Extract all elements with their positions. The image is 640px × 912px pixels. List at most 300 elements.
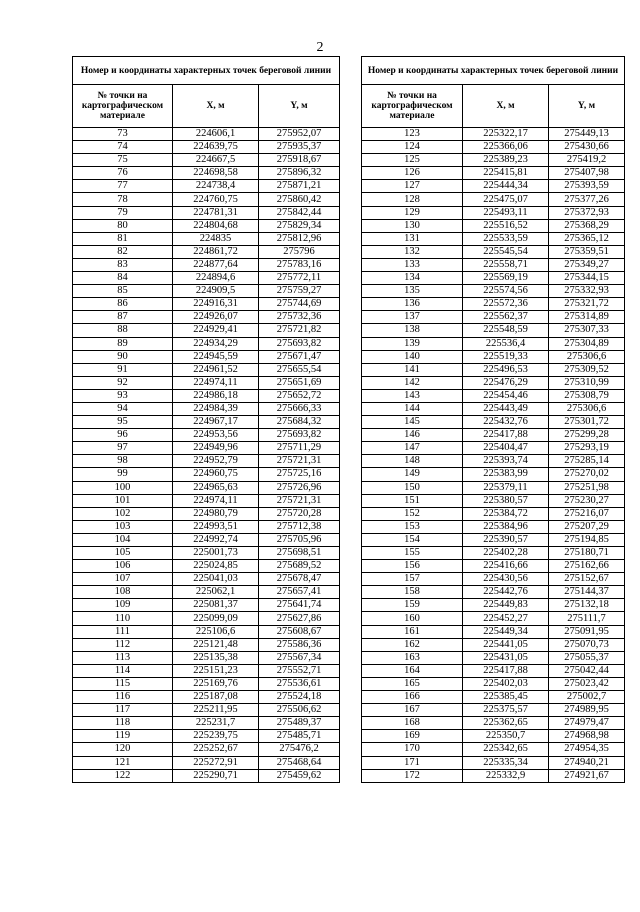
y-coordinate-cell: 275698,51 xyxy=(259,547,340,560)
y-coordinate-cell: 275641,74 xyxy=(259,599,340,612)
table-row xyxy=(362,232,625,245)
x-coordinate-cell: 225231,7 xyxy=(173,717,259,730)
x-coordinate-cell: 225449,83 xyxy=(463,599,549,612)
y-coordinate-cell: 275721,31 xyxy=(259,494,340,507)
table-row xyxy=(362,599,625,612)
point-number-cell: 79 xyxy=(73,206,173,219)
point-number-cell: 87 xyxy=(73,311,173,324)
x-coordinate-cell: 225454,46 xyxy=(463,389,549,402)
point-number-cell: 163 xyxy=(362,651,463,664)
x-coordinate-cell: 225548,59 xyxy=(463,324,549,337)
table-row xyxy=(362,507,625,520)
column-header-y: Y, м xyxy=(549,85,625,128)
table-row xyxy=(73,547,340,560)
table-row xyxy=(73,402,340,415)
x-coordinate-cell: 224667,5 xyxy=(173,154,259,167)
table-row xyxy=(362,573,625,586)
x-coordinate-cell: 225574,56 xyxy=(463,285,549,298)
y-coordinate-cell: 275651,69 xyxy=(259,376,340,389)
y-coordinate-cell: 275829,34 xyxy=(259,219,340,232)
point-number-cell: 135 xyxy=(362,285,463,298)
table-row xyxy=(73,664,340,677)
y-coordinate-cell: 275321,72 xyxy=(549,298,625,311)
x-coordinate-cell: 225239,75 xyxy=(173,730,259,743)
point-number-cell: 75 xyxy=(73,154,173,167)
x-coordinate-cell: 225402,28 xyxy=(463,547,549,560)
page-number: 2 xyxy=(316,40,324,55)
table-row xyxy=(362,128,625,141)
point-number-cell: 136 xyxy=(362,298,463,311)
y-coordinate-cell: 275310,99 xyxy=(549,376,625,389)
x-coordinate-cell: 224984,39 xyxy=(173,402,259,415)
point-number-cell: 78 xyxy=(73,193,173,206)
table-row xyxy=(362,258,625,271)
y-coordinate-cell: 275468,64 xyxy=(259,756,340,769)
point-number-cell: 122 xyxy=(73,769,173,782)
table-row xyxy=(73,429,340,442)
x-coordinate-cell: 225332,9 xyxy=(463,769,549,782)
x-coordinate-cell: 225001,73 xyxy=(173,547,259,560)
table-row xyxy=(362,180,625,193)
table-row xyxy=(73,507,340,520)
y-coordinate-cell: 275365,12 xyxy=(549,232,625,245)
x-coordinate-cell: 225536,4 xyxy=(463,337,549,350)
table-row xyxy=(362,167,625,180)
x-coordinate-cell: 224861,72 xyxy=(173,245,259,258)
table-row xyxy=(73,769,340,782)
x-coordinate-cell: 225449,34 xyxy=(463,625,549,638)
x-coordinate-cell: 224965,63 xyxy=(173,481,259,494)
table-row xyxy=(362,730,625,743)
table-row xyxy=(362,272,625,285)
x-coordinate-cell: 225121,48 xyxy=(173,638,259,651)
x-coordinate-cell: 225211,95 xyxy=(173,704,259,717)
table-row xyxy=(362,468,625,481)
point-number-cell: 107 xyxy=(73,573,173,586)
point-number-cell: 165 xyxy=(362,677,463,690)
y-coordinate-cell: 275552,71 xyxy=(259,664,340,677)
y-coordinate-cell: 275952,07 xyxy=(259,128,340,141)
point-number-cell: 172 xyxy=(362,769,463,782)
y-coordinate-cell: 275506,62 xyxy=(259,704,340,717)
y-coordinate-cell: 275002,7 xyxy=(549,691,625,704)
point-number-cell: 102 xyxy=(73,507,173,520)
x-coordinate-cell: 224960,75 xyxy=(173,468,259,481)
x-coordinate-cell: 225452,27 xyxy=(463,612,549,625)
table-row xyxy=(73,141,340,154)
point-number-cell: 100 xyxy=(73,481,173,494)
table-row xyxy=(362,520,625,533)
point-number-cell: 145 xyxy=(362,416,463,429)
y-coordinate-cell: 274979,47 xyxy=(549,717,625,730)
x-coordinate-cell: 224738,4 xyxy=(173,180,259,193)
point-number-cell: 171 xyxy=(362,756,463,769)
x-coordinate-cell: 225442,76 xyxy=(463,586,549,599)
y-coordinate-cell: 275693,82 xyxy=(259,429,340,442)
point-number-cell: 161 xyxy=(362,625,463,638)
table-row xyxy=(362,586,625,599)
point-number-cell: 142 xyxy=(362,376,463,389)
x-coordinate-cell: 224877,64 xyxy=(173,258,259,271)
x-coordinate-cell: 225390,57 xyxy=(463,533,549,546)
table-row xyxy=(73,128,340,141)
table-row xyxy=(362,481,625,494)
table-row xyxy=(73,350,340,363)
table-row xyxy=(362,350,625,363)
point-number-cell: 158 xyxy=(362,586,463,599)
point-number-cell: 150 xyxy=(362,481,463,494)
y-coordinate-cell: 275304,89 xyxy=(549,337,625,350)
point-number-cell: 146 xyxy=(362,429,463,442)
x-coordinate-cell: 225569,19 xyxy=(463,272,549,285)
y-coordinate-cell: 275524,18 xyxy=(259,691,340,704)
point-number-cell: 110 xyxy=(73,612,173,625)
x-coordinate-cell: 225572,36 xyxy=(463,298,549,311)
y-coordinate-cell: 275720,28 xyxy=(259,507,340,520)
x-coordinate-cell: 225366,06 xyxy=(463,141,549,154)
x-coordinate-cell: 225431,05 xyxy=(463,651,549,664)
x-coordinate-cell: 225519,33 xyxy=(463,350,549,363)
y-coordinate-cell: 275935,37 xyxy=(259,141,340,154)
point-number-cell: 160 xyxy=(362,612,463,625)
table-row xyxy=(362,219,625,232)
x-coordinate-cell: 224934,29 xyxy=(173,337,259,350)
table-row xyxy=(73,651,340,664)
x-coordinate-cell: 225383,99 xyxy=(463,468,549,481)
table-row xyxy=(73,311,340,324)
y-coordinate-cell: 274954,35 xyxy=(549,743,625,756)
y-coordinate-cell: 275180,71 xyxy=(549,547,625,560)
y-coordinate-cell: 275812,96 xyxy=(259,232,340,245)
table-row xyxy=(73,691,340,704)
point-number-cell: 151 xyxy=(362,494,463,507)
point-number-cell: 132 xyxy=(362,245,463,258)
point-number-cell: 152 xyxy=(362,507,463,520)
point-number-cell: 92 xyxy=(73,376,173,389)
y-coordinate-cell: 275344,15 xyxy=(549,272,625,285)
x-coordinate-cell: 225516,52 xyxy=(463,219,549,232)
point-number-cell: 149 xyxy=(362,468,463,481)
point-number-cell: 116 xyxy=(73,691,173,704)
x-coordinate-cell: 224993,51 xyxy=(173,520,259,533)
x-coordinate-cell: 225322,17 xyxy=(463,128,549,141)
y-coordinate-cell: 275689,52 xyxy=(259,560,340,573)
point-number-cell: 137 xyxy=(362,311,463,324)
point-number-cell: 170 xyxy=(362,743,463,756)
table-row xyxy=(73,363,340,376)
point-number-cell: 115 xyxy=(73,677,173,690)
point-number-cell: 144 xyxy=(362,402,463,415)
x-coordinate-cell: 224952,79 xyxy=(173,455,259,468)
y-coordinate-cell: 275377,26 xyxy=(549,193,625,206)
y-coordinate-cell: 275678,47 xyxy=(259,573,340,586)
point-number-cell: 91 xyxy=(73,363,173,376)
x-coordinate-cell: 225290,71 xyxy=(173,769,259,782)
x-coordinate-cell: 224909,5 xyxy=(173,285,259,298)
y-coordinate-cell: 275306,6 xyxy=(549,350,625,363)
y-coordinate-cell: 275489,37 xyxy=(259,717,340,730)
y-coordinate-cell: 275705,96 xyxy=(259,533,340,546)
y-coordinate-cell: 275132,18 xyxy=(549,599,625,612)
table-row xyxy=(73,625,340,638)
point-number-cell: 88 xyxy=(73,324,173,337)
table-row xyxy=(362,651,625,664)
point-number-cell: 130 xyxy=(362,219,463,232)
table-row xyxy=(73,389,340,402)
table-row xyxy=(73,586,340,599)
column-header-x: X, м xyxy=(463,85,549,128)
point-number-cell: 156 xyxy=(362,560,463,573)
point-number-cell: 101 xyxy=(73,494,173,507)
x-coordinate-cell: 225493,11 xyxy=(463,206,549,219)
table-row xyxy=(362,547,625,560)
point-number-cell: 112 xyxy=(73,638,173,651)
point-number-cell: 117 xyxy=(73,704,173,717)
table-row xyxy=(73,167,340,180)
x-coordinate-cell: 224916,31 xyxy=(173,298,259,311)
y-coordinate-cell: 275111,7 xyxy=(549,612,625,625)
x-coordinate-cell: 224698,58 xyxy=(173,167,259,180)
table-row xyxy=(73,272,340,285)
x-coordinate-cell: 225393,74 xyxy=(463,455,549,468)
table-row xyxy=(73,180,340,193)
point-number-cell: 113 xyxy=(73,651,173,664)
point-number-cell: 105 xyxy=(73,547,173,560)
x-coordinate-cell: 225342,65 xyxy=(463,743,549,756)
x-coordinate-cell: 224992,74 xyxy=(173,533,259,546)
y-coordinate-cell: 275301,72 xyxy=(549,416,625,429)
y-coordinate-cell: 275349,27 xyxy=(549,258,625,271)
y-coordinate-cell: 275671,47 xyxy=(259,350,340,363)
y-coordinate-cell: 275152,67 xyxy=(549,573,625,586)
table-row xyxy=(73,455,340,468)
x-coordinate-cell: 225252,67 xyxy=(173,743,259,756)
point-number-cell: 82 xyxy=(73,245,173,258)
y-coordinate-cell: 275732,36 xyxy=(259,311,340,324)
table-row xyxy=(73,206,340,219)
table-row xyxy=(362,691,625,704)
y-coordinate-cell: 275896,32 xyxy=(259,167,340,180)
point-number-cell: 94 xyxy=(73,402,173,415)
x-coordinate-cell: 225335,34 xyxy=(463,756,549,769)
point-number-cell: 128 xyxy=(362,193,463,206)
table-row xyxy=(362,389,625,402)
x-coordinate-cell: 225476,29 xyxy=(463,376,549,389)
point-number-cell: 159 xyxy=(362,599,463,612)
table-row xyxy=(73,533,340,546)
table-row xyxy=(73,285,340,298)
x-coordinate-cell: 224835 xyxy=(173,232,259,245)
point-number-cell: 118 xyxy=(73,717,173,730)
y-coordinate-cell: 275162,66 xyxy=(549,560,625,573)
y-coordinate-cell: 275476,2 xyxy=(259,743,340,756)
table-row xyxy=(362,756,625,769)
x-coordinate-cell: 224953,56 xyxy=(173,429,259,442)
y-coordinate-cell: 275306,6 xyxy=(549,402,625,415)
table-row xyxy=(362,704,625,717)
table-row xyxy=(362,717,625,730)
point-number-cell: 138 xyxy=(362,324,463,337)
x-coordinate-cell: 225379,11 xyxy=(463,481,549,494)
x-coordinate-cell: 225475,07 xyxy=(463,193,549,206)
table-row xyxy=(73,677,340,690)
table-row xyxy=(73,638,340,651)
point-number-cell: 141 xyxy=(362,363,463,376)
x-coordinate-cell: 225430,56 xyxy=(463,573,549,586)
y-coordinate-cell: 275586,36 xyxy=(259,638,340,651)
y-coordinate-cell: 275314,89 xyxy=(549,311,625,324)
y-coordinate-cell: 275666,33 xyxy=(259,402,340,415)
point-number-cell: 168 xyxy=(362,717,463,730)
x-coordinate-cell: 225417,88 xyxy=(463,664,549,677)
x-coordinate-cell: 225187,08 xyxy=(173,691,259,704)
point-number-cell: 123 xyxy=(362,128,463,141)
table-row xyxy=(73,245,340,258)
y-coordinate-cell: 275657,41 xyxy=(259,586,340,599)
y-coordinate-cell: 275270,02 xyxy=(549,468,625,481)
y-coordinate-cell: 275042,44 xyxy=(549,664,625,677)
table-row xyxy=(73,494,340,507)
y-coordinate-cell: 275536,61 xyxy=(259,677,340,690)
x-coordinate-cell: 225041,03 xyxy=(173,573,259,586)
table-row xyxy=(362,494,625,507)
x-coordinate-cell: 225416,66 xyxy=(463,560,549,573)
y-coordinate-cell: 275285,14 xyxy=(549,455,625,468)
point-number-cell: 127 xyxy=(362,180,463,193)
table-row xyxy=(73,704,340,717)
point-number-cell: 93 xyxy=(73,389,173,402)
x-coordinate-cell: 224974,11 xyxy=(173,494,259,507)
point-number-cell: 86 xyxy=(73,298,173,311)
table-row xyxy=(362,285,625,298)
y-coordinate-cell: 275796 xyxy=(259,245,340,258)
point-number-cell: 73 xyxy=(73,128,173,141)
x-coordinate-cell: 225272,91 xyxy=(173,756,259,769)
table-row xyxy=(362,612,625,625)
y-coordinate-cell: 275449,13 xyxy=(549,128,625,141)
point-number-cell: 96 xyxy=(73,429,173,442)
y-coordinate-cell: 275759,27 xyxy=(259,285,340,298)
point-number-cell: 114 xyxy=(73,664,173,677)
x-coordinate-cell: 224974,11 xyxy=(173,376,259,389)
y-coordinate-cell: 275485,71 xyxy=(259,730,340,743)
y-coordinate-cell: 275725,16 xyxy=(259,468,340,481)
table-row xyxy=(362,324,625,337)
x-coordinate-cell: 225375,57 xyxy=(463,704,549,717)
point-number-cell: 77 xyxy=(73,180,173,193)
y-coordinate-cell: 275918,67 xyxy=(259,154,340,167)
column-header-x: X, м xyxy=(173,85,259,128)
point-number-cell: 126 xyxy=(362,167,463,180)
y-coordinate-cell: 275144,37 xyxy=(549,586,625,599)
y-coordinate-cell: 275652,72 xyxy=(259,389,340,402)
table-row xyxy=(362,141,625,154)
point-number-cell: 157 xyxy=(362,573,463,586)
y-coordinate-cell: 274921,67 xyxy=(549,769,625,782)
y-coordinate-cell: 274940,21 xyxy=(549,756,625,769)
x-coordinate-cell: 225135,38 xyxy=(173,651,259,664)
table-row xyxy=(73,298,340,311)
point-number-cell: 140 xyxy=(362,350,463,363)
x-coordinate-cell: 225024,85 xyxy=(173,560,259,573)
table-row xyxy=(362,154,625,167)
y-coordinate-cell: 275359,51 xyxy=(549,245,625,258)
table-row xyxy=(362,625,625,638)
column-header-point: № точки на картографическом материале xyxy=(362,85,463,128)
point-number-cell: 131 xyxy=(362,232,463,245)
table-row xyxy=(362,533,625,546)
table-row xyxy=(73,560,340,573)
table-row xyxy=(73,442,340,455)
point-number-cell: 125 xyxy=(362,154,463,167)
y-coordinate-cell: 275091,95 xyxy=(549,625,625,638)
x-coordinate-cell: 225380,57 xyxy=(463,494,549,507)
table-row xyxy=(73,599,340,612)
x-coordinate-cell: 225350,7 xyxy=(463,730,549,743)
x-coordinate-cell: 224926,07 xyxy=(173,311,259,324)
table-row xyxy=(362,769,625,782)
table-row xyxy=(73,232,340,245)
y-coordinate-cell: 275407,98 xyxy=(549,167,625,180)
y-coordinate-cell: 275055,37 xyxy=(549,651,625,664)
table-row xyxy=(362,560,625,573)
table-body-right xyxy=(362,128,625,783)
x-coordinate-cell: 225404,47 xyxy=(463,442,549,455)
y-coordinate-cell: 275332,93 xyxy=(549,285,625,298)
point-number-cell: 85 xyxy=(73,285,173,298)
point-number-cell: 97 xyxy=(73,442,173,455)
y-coordinate-cell: 275419,2 xyxy=(549,154,625,167)
table-row xyxy=(73,756,340,769)
table-row xyxy=(362,206,625,219)
y-coordinate-cell: 275871,21 xyxy=(259,180,340,193)
x-coordinate-cell: 224781,31 xyxy=(173,206,259,219)
y-coordinate-cell: 275308,79 xyxy=(549,389,625,402)
x-coordinate-cell: 224949,96 xyxy=(173,442,259,455)
point-number-cell: 106 xyxy=(73,560,173,573)
x-coordinate-cell: 225533,59 xyxy=(463,232,549,245)
y-coordinate-cell: 275293,19 xyxy=(549,442,625,455)
x-coordinate-cell: 224606,1 xyxy=(173,128,259,141)
table-row xyxy=(362,245,625,258)
point-number-cell: 162 xyxy=(362,638,463,651)
x-coordinate-cell: 225385,45 xyxy=(463,691,549,704)
column-header-point: № точки на картографическом материале xyxy=(73,85,173,128)
point-number-cell: 83 xyxy=(73,258,173,271)
point-number-cell: 148 xyxy=(362,455,463,468)
y-coordinate-cell: 275070,73 xyxy=(549,638,625,651)
point-number-cell: 164 xyxy=(362,664,463,677)
x-coordinate-cell: 225496,53 xyxy=(463,363,549,376)
table-title: Номер и координаты характерных точек береговой линии xyxy=(73,57,340,85)
table-row xyxy=(73,219,340,232)
y-coordinate-cell: 275711,29 xyxy=(259,442,340,455)
point-number-cell: 120 xyxy=(73,743,173,756)
y-coordinate-cell: 275393,59 xyxy=(549,180,625,193)
x-coordinate-cell: 225562,37 xyxy=(463,311,549,324)
table-row xyxy=(73,520,340,533)
y-coordinate-cell: 275309,52 xyxy=(549,363,625,376)
y-coordinate-cell: 275207,29 xyxy=(549,520,625,533)
table-body-left xyxy=(73,128,340,783)
x-coordinate-cell: 224980,79 xyxy=(173,507,259,520)
point-number-cell: 121 xyxy=(73,756,173,769)
y-coordinate-cell: 275307,33 xyxy=(549,324,625,337)
x-coordinate-cell: 224945,59 xyxy=(173,350,259,363)
y-coordinate-cell: 275608,67 xyxy=(259,625,340,638)
x-coordinate-cell: 225384,96 xyxy=(463,520,549,533)
y-coordinate-cell: 275744,69 xyxy=(259,298,340,311)
